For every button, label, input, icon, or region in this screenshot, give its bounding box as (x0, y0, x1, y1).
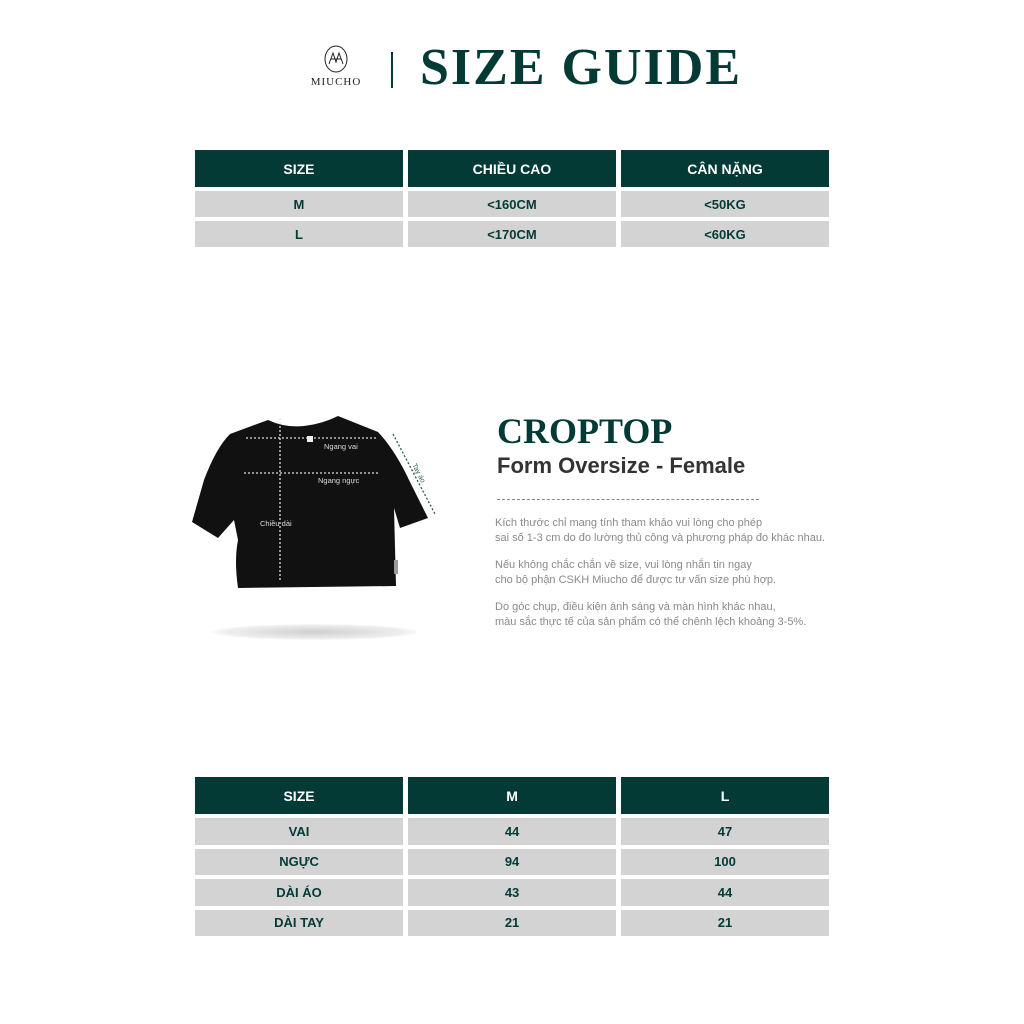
cell: <160CM (408, 191, 616, 217)
cell: L (195, 221, 403, 247)
header-cell: CHIỀU CAO (408, 150, 616, 187)
cell: DÀI TAY (195, 910, 403, 937)
height-weight-table (190, 146, 834, 251)
table-row (195, 910, 829, 937)
cell: <170CM (408, 221, 616, 247)
label-chest: Ngang ngực (318, 476, 360, 485)
cell: 21 (408, 910, 616, 937)
note (495, 516, 855, 546)
note-line: Do góc chụp, điều kiện ánh sáng và màn hình khác nhau, (495, 601, 776, 613)
dashed-divider (497, 499, 759, 500)
label-shoulder: Ngang vai (324, 442, 358, 451)
logo-emblem-icon (323, 44, 349, 74)
note-line: sai số 1-3 cm do đo lường thủ công và phương pháp đo khác nhau. (495, 532, 826, 544)
cell: 100 (621, 849, 829, 876)
header-cell: L (621, 777, 829, 814)
cell: 44 (621, 879, 829, 906)
note-line: màu sắc thực tế của sản phẩm có thể chênh lệch khoảng 3-5%. (495, 616, 807, 628)
table-row (195, 879, 829, 906)
table-row (195, 818, 829, 845)
table-row (195, 221, 829, 247)
header-cell: CÂN NẶNG (621, 150, 829, 187)
brand-name: MIUCHO (310, 76, 362, 88)
header-cell: M (408, 777, 616, 814)
table-header-row (195, 777, 829, 814)
header-cell: SIZE (195, 777, 403, 814)
table-header-row (195, 150, 829, 187)
shirt-shadow (212, 624, 418, 640)
notes (495, 516, 855, 642)
product-name: CROPTOP (497, 411, 673, 451)
title-divider (391, 52, 393, 88)
note (495, 558, 855, 588)
cell: 94 (408, 849, 616, 876)
table-row (195, 849, 829, 876)
measurement-table (190, 773, 834, 940)
note-line: cho bộ phận CSKH Miucho để được tư vấn size phù hợp. (495, 574, 777, 586)
cell: 43 (408, 879, 616, 906)
note-line: Kích thước chỉ mang tính tham khảo vui lòng cho phép (495, 517, 763, 529)
brand-logo (300, 44, 372, 88)
cell: M (195, 191, 403, 217)
note-line: Nếu không chắc chắn về size, vui lòng nhắn tin ngay (495, 559, 752, 571)
cell: <50KG (621, 191, 829, 217)
page-title: SIZE GUIDE (420, 39, 742, 96)
note (495, 600, 855, 630)
table-row (195, 191, 829, 217)
cell: VAI (195, 818, 403, 845)
cell: DÀI ÁO (195, 879, 403, 906)
header-cell: SIZE (195, 150, 403, 187)
product-subtitle: Form Oversize - Female (497, 453, 746, 478)
cell: <60KG (621, 221, 829, 247)
label-length: Chiều dài (260, 519, 292, 528)
cell: 44 (408, 818, 616, 845)
cell: NGỰC (195, 849, 403, 876)
croptop-shirt-diagram (190, 410, 450, 590)
cell: 21 (621, 910, 829, 937)
cell: 47 (621, 818, 829, 845)
label-sleeve: Tay áo (410, 462, 427, 485)
